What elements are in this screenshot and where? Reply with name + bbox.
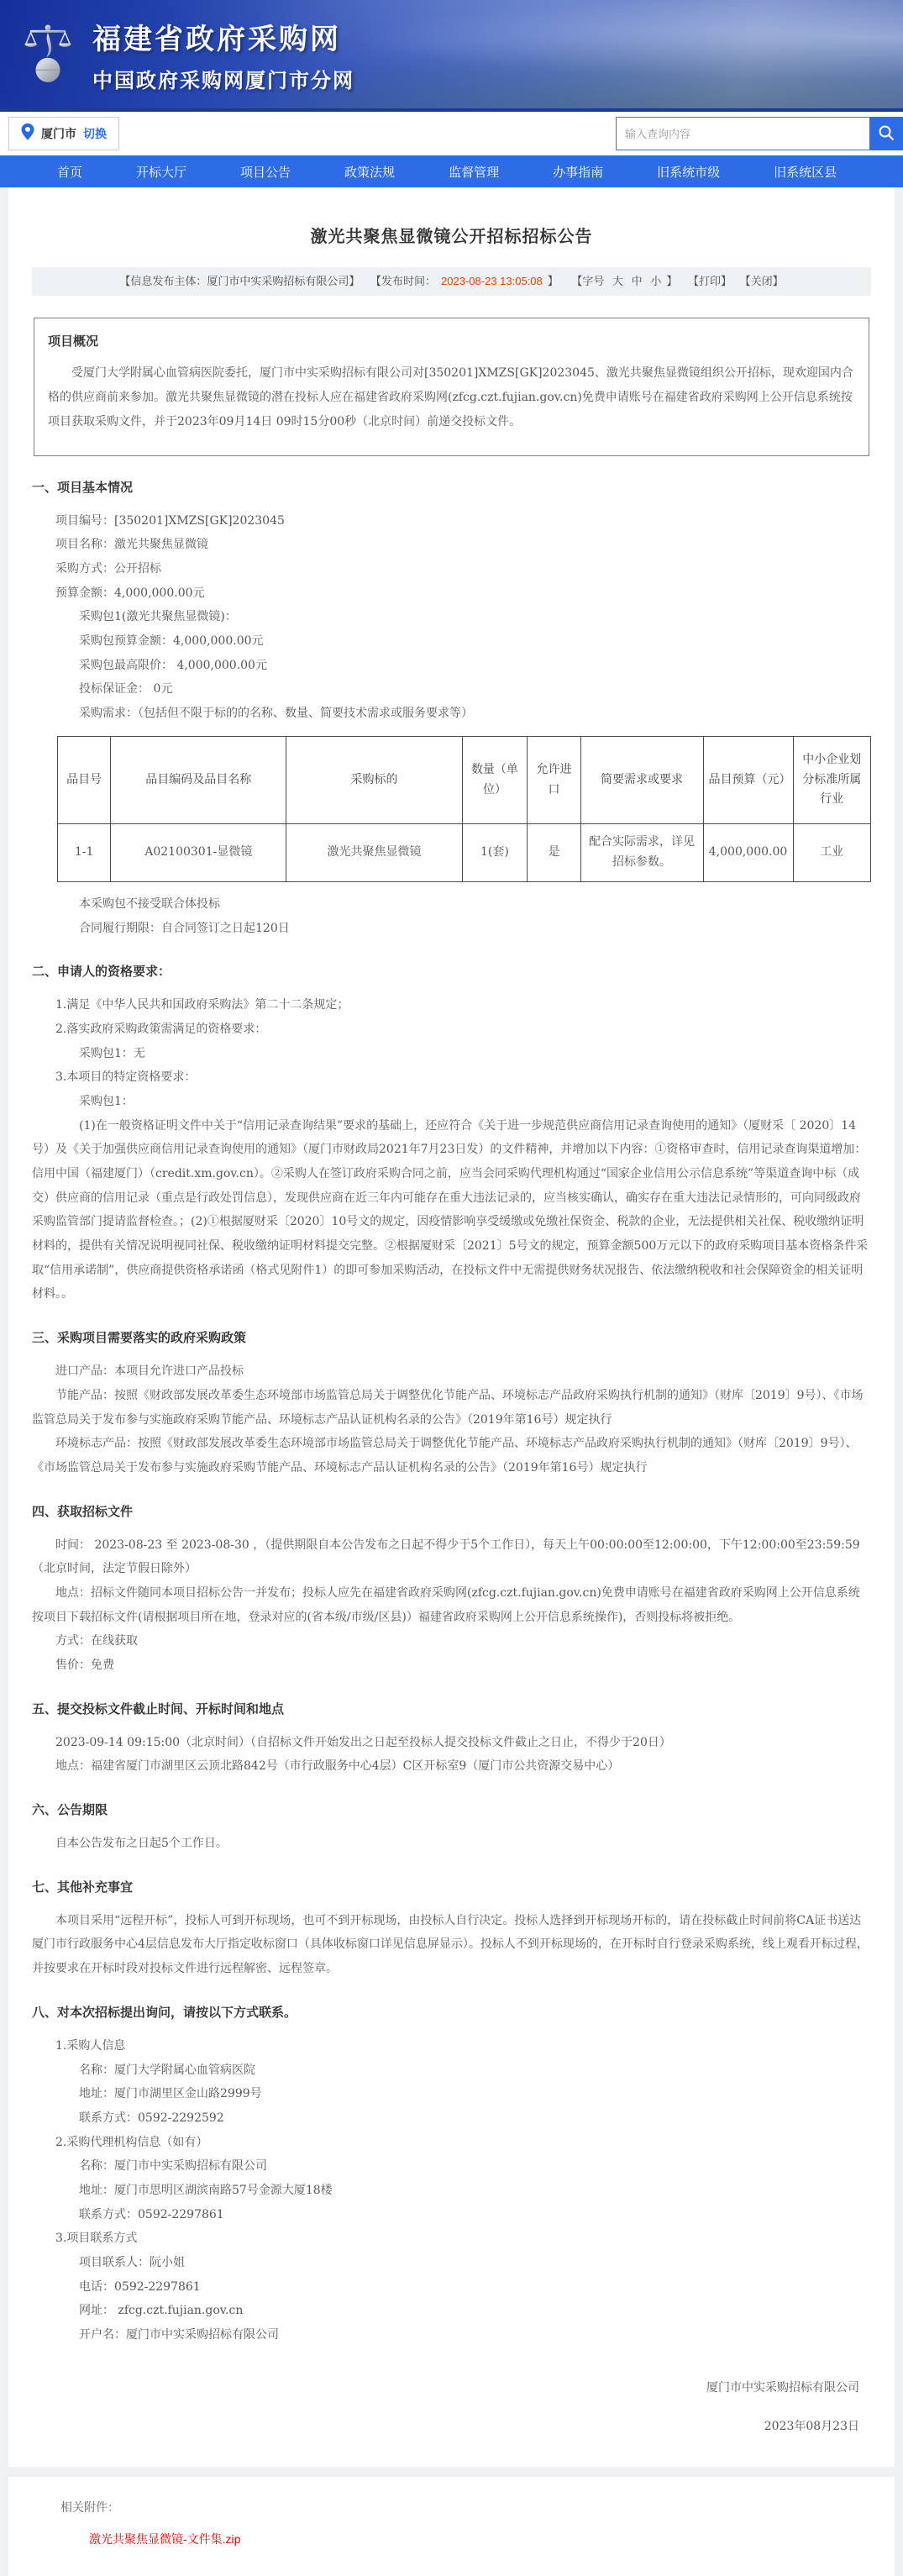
table-header-row: [58, 736, 871, 823]
section-line: 联系方式：0592-2297861: [79, 2207, 224, 2221]
section-line: 1.满足《中华人民共和国政府采购法》第二十二条规定；: [55, 998, 349, 1012]
section-line: 开户名：厦门市中实采购招标有限公司: [79, 2328, 279, 2342]
table-cell: 1-1: [58, 824, 111, 882]
attachments-list: [89, 2531, 895, 2547]
section-line: 采购包1：: [79, 1094, 134, 1108]
section-line: 项目编号：[350201]XMZS[GK]2023045: [55, 513, 285, 528]
font-size-controls: [569, 275, 680, 287]
table-header-cell: 简要需求或要求: [580, 736, 703, 823]
procurement-items-table: [57, 736, 871, 882]
nav-item[interactable]: 监督管理: [449, 165, 500, 180]
city-selector: [8, 117, 119, 150]
section-line: 地点：招标文件随同本项目招标公告一并发布；投标人应先在福建省政府采购网(zfcg.czt.fujian.gov.cn)免费申请账号在福建省政府采购网上公开信息系统按项目下载招标文件(请根据项目所在地，登录对应的(省本级/市级/区县)）福建省政府采购网上公开信息系统操作)，否则投标将被拒绝。: [32, 1585, 860, 1624]
section-line: 环境标志产品：按照《财政部发展改革委生态环境部市场监管总局关于调整优化节能产品、环境标志产品政府采购执行机制的通知》（财库〔2019〕9号）、《市场监管总局关于发布参与实施政府采购节能产品、环境标志产品认证机构名录的公告》（2019年第16号）规定执行: [32, 1437, 858, 1475]
section-line: 采购包预算金额：4,000,000.00元: [79, 634, 264, 649]
table-cell: 1(套): [462, 824, 528, 882]
overview-heading: 项目概况: [48, 333, 99, 349]
table-cell: 激光共聚焦显微镜: [286, 824, 462, 882]
table-header-cell: 中小企业划分标准所属行业: [793, 736, 870, 823]
nav-item[interactable]: 政策法规: [344, 165, 396, 180]
section-heading: 五、提交投标文件截止时间、开标时间和地点: [32, 1701, 285, 1716]
section-line: 方式：在线获取: [55, 1634, 138, 1648]
nav-item[interactable]: 开标大厅: [136, 165, 187, 180]
nav-item[interactable]: 旧系统市级: [657, 165, 721, 180]
font-size-medium-button[interactable]: 中: [631, 275, 643, 287]
nav-item[interactable]: 首页: [57, 165, 83, 180]
table-header-cell: 品目预算（元）: [703, 736, 793, 823]
section-line: (1)在一般资格证明文件中关于“信用记录查询结果”要求的基础上，还应符合《关于进一步规范供应商信用记录查询使用的通知》（厦财采〔 2020〕14号）及《关于加强供应商信用记录查询使用的通知》（厦门市财政局2021年7月23日发）的文件精神，并增加以下内容：①资格审查时，信用记录查询渠道增加：信用中国（福建厦门）（credit.xm.gov.cn）。②采购人在签订政府采购合同之前，应当会同采购代理机构通过“国家企业信用公示信息系统”等渠道查询中标（成交）供应商的信用记录（重点是行政处罚信息），发现供应商在近三年内可能存在重大违法记录的，应当核实确认，确实存在重大违法记录情形的，可向同级政府采购监管部门提请监督检查。；(2)①根据厦财采〔2020〕10号文的规定，因疫情影响享受缓缴或免缴社保资金、税款的企业，无法提供相关社保、税收缴纳证明材料的，提供有关情况说明视同社保、税收缴纳证明材料提交完整。②根据厦财采〔2021〕5号文的规定，预算金额500万元以下的政府采购项目基本资格条件采取“信用承诺制”，供应商提供资格承诺函（格式见附件1）的即可参加采购活动，在投标文件中无需提供财务状况报告、依法缴纳税收和社会保障资金的相关证明材料。。: [32, 1118, 869, 1301]
announcement-page: [8, 187, 895, 2467]
table-cell: 是: [528, 824, 580, 882]
section-line: 地址：厦门市思明区湖滨南路57号金源大厦18楼: [79, 2183, 333, 2197]
signature-company: 厦门市中实采购招标有限公司: [706, 2380, 859, 2395]
main-nav: [0, 155, 903, 187]
table-header-cell: 数量（单位）: [462, 736, 528, 823]
section-line: 采购需求：（包括但不限于标的的名称、数量、简要技术需求或服务要求等）: [79, 707, 473, 721]
close-button[interactable]: 【关闭】: [739, 275, 784, 287]
section-line: 采购包最高限价： 4,000,000.00元: [79, 658, 267, 672]
attachments-label: 相关附件：: [60, 2500, 119, 2514]
font-size-suffix: 】: [666, 275, 678, 287]
section-line: 3.本项目的特定资格要求：: [55, 1070, 197, 1085]
section-line: 名称：厦门市中实采购招标有限公司: [79, 2159, 267, 2174]
announcement-sections: [32, 478, 871, 2347]
attachments-block: [8, 2477, 895, 2576]
section-heading: 四、获取招标文件: [32, 1503, 134, 1519]
section-line: 地址：厦门市湖里区金山路2999号: [79, 2087, 262, 2101]
section-line: 时间： 2023-08-23 至 2023-08-30 ，（提供期限自本公告发布之日起不得少于5个工作日），每天上午00:00:00至12:00:00，下午12:00:00至23:59:59（北京时间，法定节假日除外）: [32, 1538, 860, 1576]
table-cell: A02100301-显微镜: [111, 824, 286, 882]
font-size-large-button[interactable]: 大: [612, 275, 624, 287]
nav-item[interactable]: 办事指南: [553, 165, 604, 180]
site-banner: [0, 0, 903, 112]
table-header-cell: 品目号: [58, 736, 111, 823]
location-pin-icon: [21, 124, 34, 145]
table-cell: 工业: [793, 824, 870, 882]
search-bar: [616, 117, 903, 150]
section-line: 节能产品：按照《财政部发展改革委生态环境部市场监管总局关于调整优化节能产品、环境标志产品政府采购执行机制的通知》（财库〔2019〕9号）、《市场监管总局关于发布参与实施政府采购节能产品、环境标志产品认证机构名录的公告》（2019年第16号）规定执行: [32, 1388, 864, 1427]
print-button[interactable]: 【打印】: [687, 275, 732, 287]
publish-time-suffix: 】: [547, 275, 559, 287]
publish-time-value: 2023-08-23 13:05:08: [441, 275, 543, 287]
section-heading: 一、项目基本情况: [32, 479, 134, 495]
sub-header: [0, 112, 903, 155]
section-heading: 八、对本次招标提出询问，请按以下方式联系。: [32, 2004, 297, 2020]
section-heading: 七、其他补充事宜: [32, 1879, 134, 1895]
nav-item[interactable]: 旧系统区县: [774, 165, 837, 180]
article-meta-bar: [32, 267, 871, 296]
section-line: 进口产品：本项目允许进口产品投标: [55, 1364, 244, 1379]
publish-time-label: [368, 275, 561, 287]
site-title: 福建省政府采购网: [92, 23, 341, 55]
section-line: 自本公告发布之日起5个工作日。: [55, 1837, 228, 1851]
scales-logo-icon: [22, 19, 74, 89]
section-line: 采购包1(激光共聚焦显微镜)：: [79, 610, 237, 624]
table-header-cell: 采购标的: [286, 736, 462, 823]
table-cell: 配合实际需求，详见招标参数。: [580, 824, 703, 882]
section-heading: 三、采购项目需要落实的政府采购政策: [32, 1330, 247, 1346]
table-row: [58, 824, 871, 882]
section-line: 地点：福建省厦门市湖里区云顶北路842号（市行政服务中心4层）C区开标室9（厦门市公共资源交易中心）: [55, 1759, 620, 1774]
section-line: 2.采购代理机构信息（如有）: [55, 2135, 208, 2149]
section-line: 预算金额：4,000,000.00元: [55, 586, 205, 600]
attachment-link[interactable]: 激光共聚焦显微镜-文件集.zip: [89, 2531, 241, 2546]
section-heading: 六、公告期限: [32, 1802, 108, 1818]
section-line: 项目联系人：阮小姐: [79, 2256, 185, 2270]
section-heading: 二、申请人的资格要求：: [32, 964, 171, 980]
search-button[interactable]: [869, 117, 903, 150]
current-city-label: 厦门市: [41, 127, 76, 140]
section-line: 2.落实政府采购政策需满足的资格要求：: [55, 1022, 267, 1036]
search-input[interactable]: [616, 117, 869, 150]
publisher-label: 【信息发布主体：厦门市中实采购招标有限公司】: [119, 275, 360, 287]
project-overview-box: [34, 318, 869, 456]
switch-city-link[interactable]: 切换: [83, 127, 107, 140]
section-line: 2023-09-14 09:15:00（北京时间）（自招标文件开始发出之日起至投标人提交投标文件截止之日止，不得少于20日）: [55, 1735, 671, 1749]
section-line: 名称：厦门大学附属心血管病医院: [79, 2063, 255, 2077]
publish-time-prefix: 【发布时间：: [370, 275, 437, 287]
section-line: 本采购包不接受联合体投标: [79, 896, 220, 911]
section-line: 项目名称：激光共聚焦显微镜: [55, 538, 208, 552]
section-line: 3.项目联系方式: [55, 2232, 138, 2246]
page-title: 激光共聚焦显微镜公开招标招标公告: [310, 228, 593, 246]
nav-item[interactable]: 项目公告: [240, 165, 291, 180]
table-header-cell: 允许进口: [528, 736, 580, 823]
section-line: 本项目采用“远程开标”，投标人可到开标现场，也可不到开标现场，由投标人自行决定。投标人选择到开标现场开标的，请在投标截止时间前将CA证书送达厦门市行政服务中心4层信息发布大厅指定收标窗口（具体收标窗口详见信息屏显示）。投标人不到开标现场的，在开标时自行登录采购系统，线上观看开标过程，并按要求在开标时段对投标文件进行远程解密、远程签章。: [32, 1913, 869, 1976]
section-line: 投标保证金： 0元: [79, 682, 173, 697]
search-icon: [878, 124, 895, 144]
font-size-label: 【字号: [571, 275, 605, 287]
section-line: 售价：免费: [55, 1659, 114, 1673]
section-line: 联系方式：0592-2292592: [79, 2111, 224, 2125]
table-cell: 4,000,000.00: [703, 824, 793, 882]
section-line: 1.采购人信息: [55, 2038, 126, 2053]
signature-date: 2023年08月23日: [764, 2419, 859, 2433]
signature-block: [32, 2376, 871, 2438]
section-line: 采购包1：无: [79, 1046, 145, 1060]
overview-paragraph: 受厦门大学附属心血管病医院委托，厦门市中实采购招标有限公司对[350201]XMZS[GK]2023045、激光共聚焦显微镜组织公开招标，现欢迎国内合格的供应商前来参加。激光共聚焦显微镜的潜在投标人应在福建省政府采购网(zfcg.czt.fujian.gov.cn)免费申请账号在福建省政府采购网上公开信息系统按项目获取采购文件，并于2023年09月14日 09时15分00秒（北京时间）前递交投标文件。: [48, 365, 853, 429]
section-line: 采购方式：公开招标: [55, 562, 161, 576]
section-line: 网址： zfcg.czt.fujian.gov.cn: [79, 2304, 244, 2318]
font-size-small-button[interactable]: 小: [650, 275, 662, 287]
section-line: 合同履行期限：自合同签订之日起120日: [79, 921, 290, 935]
site-subtitle: 中国政府采购网厦门市分网: [92, 69, 354, 92]
table-header-cell: 品目编码及品目名称: [111, 736, 286, 823]
section-line: 电话：0592-2297861: [79, 2279, 201, 2294]
